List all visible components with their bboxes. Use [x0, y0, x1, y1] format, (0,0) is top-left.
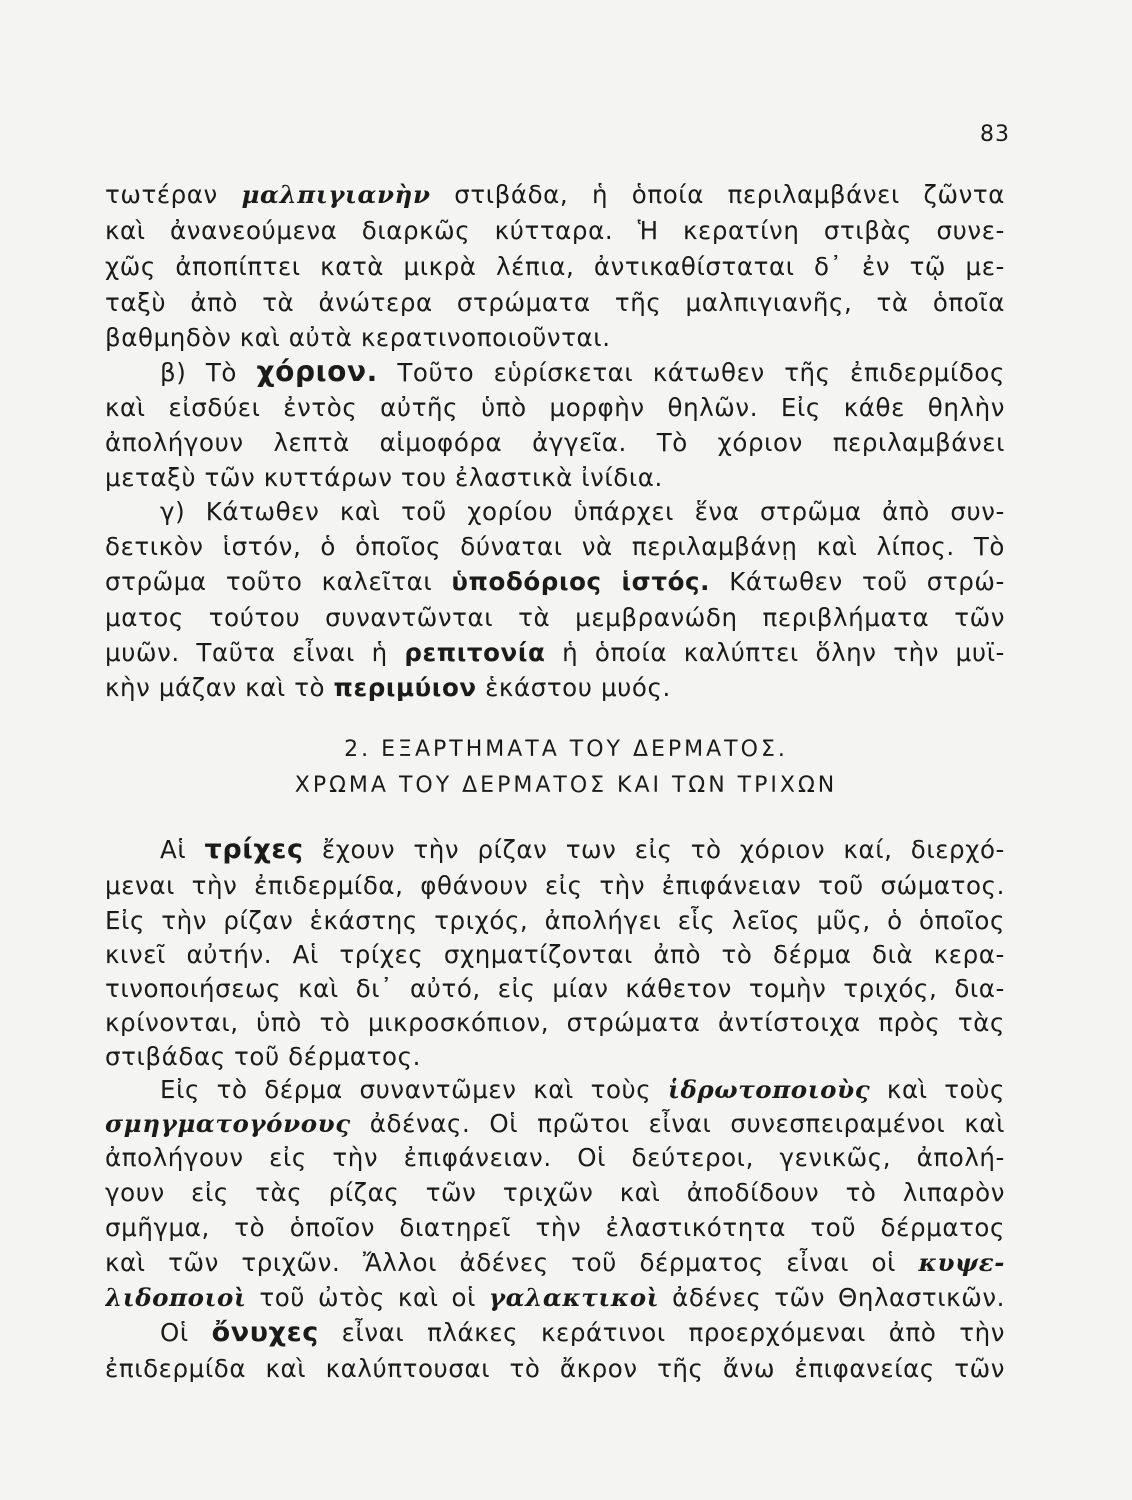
term-fascia: ρεπιτονία [404, 638, 546, 667]
text-line: κὴν μάζαν καὶ τὸ περιμύιον ἑκάστου μυός. [105, 673, 671, 702]
term-chorion: χόριον. [256, 357, 378, 388]
term-hairs: τρίχες [204, 835, 304, 865]
text-line: κινεῖ αὐτήν. Αἱ τρίχες σχηματίζονται ἀπὸ τὸ δέρμα διὰ κερα- [105, 940, 1005, 969]
text-line: τινοποιήσεως καὶ δι᾽ αὐτό, εἰς μίαν κάθετον τομὴν τριχός, δια- [105, 974, 1005, 1003]
text-line: ἀπολήγουν λεπτὰ αἱμοφόρα ἀγγεῖα. Τὸ χόριον περιλαμβάνει [105, 428, 1005, 457]
text-line: καὶ ἀνανεούμενα διαρκῶς κύτταρα. Ἡ κερατίνη στιβὰς συνε- [105, 216, 1005, 245]
text-line: μεναι τὴν ἐπιδερμίδα, φθάνουν εἰς τὴν ἐπιφάνειαν τοῦ σώματος. [105, 871, 1005, 900]
text-line: ματος τούτου συναντῶνται τὰ μεμβρανώδη περιβλήματα τῶν [105, 603, 1005, 632]
text-line: στιβάδας τοῦ δέρματος. [105, 1042, 421, 1071]
text-line: β) Τὸ χόριον. Τοῦτο εὑρίσκεται κάτωθεν τῆς ἐπιδερμίδος [160, 357, 1005, 388]
term-sweat-glands: ἱδρωτοποιοὺς [667, 1075, 871, 1104]
text-line: μεταξὺ τῶν κυττάρων του ἐλαστικὰ ἰνίδια. [105, 463, 663, 492]
text-line: γ) Κάτωθεν καὶ τοῦ χορίου ὑπάρχει ἕνα στρῶμα ἀπὸ συν- [160, 497, 1005, 526]
text-line: χῶς ἀποπίπτει κατὰ μικρὰ λέπια, ἀντικαθίσταται δ᾽ ἐν τῷ με- [105, 252, 1005, 281]
text-line: σμηγματογόνους ἀδένας. Οἱ πρῶτοι εἶναι συνεσπειραμένοι καὶ [105, 1109, 1005, 1138]
text-line: Εἰς τὴν ρίζαν ἑκάστης τριχός, ἀπολήγει εἷς λεῖος μῦς, ὁ ὁποῖος [105, 906, 1005, 935]
text-line: στρῶμα τοῦτο καλεῖται ὑποδόριος ἱστός. Κάτωθεν τοῦ στρώ- [105, 567, 1005, 596]
term-nails: ὄνυχες [211, 1318, 319, 1348]
text-line: μυῶν. Ταῦτα εἶναι ἡ ρεπιτονία ἡ ὁποία καλύπτει ὅλην τὴν μυϊ- [105, 638, 1005, 667]
section-heading: 2. ΕΞΑΡΤΗΜΑΤΑ ΤΟΥ ΔΕΡΜΑΤΟΣ. [344, 737, 788, 762]
term-mammary: γαλακτικοὶ [488, 1283, 660, 1312]
text-line: κρίνονται, ὑπὸ τὸ μικροσκόπιον, στρώματα ἀντίστοιχα πρὸς τὰς [105, 1008, 1005, 1037]
term-perimysium: περιμύιον [333, 673, 477, 702]
text-line: σμῆγμα, τὸ ὁποῖον διατηρεῖ τὴν ἐλαστικότητα τοῦ δέρματος [105, 1213, 1005, 1242]
text-line: Εἰς τὸ δέρμα συναντῶμεν καὶ τοὺς ἱδρωτοποιοὺς καὶ τοὺς [160, 1075, 1005, 1104]
text-line: Οἱ ὄνυχες εἶναι πλάκες κεράτινοι προερχόμεναι ἀπὸ τὴν [160, 1318, 1005, 1348]
text-line: λιδοποιοὶ τοῦ ὠτὸς καὶ οἱ γαλακτικοὶ ἀδένες τῶν Θηλαστικῶν. [105, 1283, 1005, 1312]
page-number: 83 [980, 122, 1010, 147]
term-malpighian: μαλπιγιανὴν [241, 180, 431, 209]
text-line: ἐπιδερμίδα καὶ καλύπτουσαι τὸ ἄκρον τῆς ἄνω ἐπιφανείας τῶν [105, 1354, 1005, 1383]
term-ceruminous: κυψε- [918, 1248, 1005, 1277]
text-line: Αἱ τρίχες ἔχουν τὴν ρίζαν των εἰς τὸ χόριον καί, διερχό- [160, 835, 1005, 865]
term-subcutaneous-tissue: ὑποδόριος ἱστός. [451, 567, 711, 596]
text-line: τωτέραν μαλπιγιανὴν στιβάδα, ἡ ὁποία περιλαμβάνει ζῶντα [105, 180, 1005, 209]
text-line: καὶ εἰσδύει ἐντὸς αὐτῆς ὑπὸ μορφὴν θηλῶν. Εἰς κάθε θηλὴν [105, 393, 1005, 422]
text-line: γουν εἰς τὰς ρίζας τῶν τριχῶν καὶ ἀποδίδουν τὸ λιπαρὸν [105, 1178, 1005, 1207]
text-line: ταξὺ ἀπὸ τὰ ἀνώτερα στρώματα τῆς μαλπιγιανῆς, τὰ ὁποῖα [105, 288, 1005, 317]
section-subheading: ΧΡΩΜΑ ΤΟΥ ΔΕΡΜΑΤΟΣ ΚΑΙ ΤΩΝ ΤΡΙΧΩΝ [294, 773, 838, 798]
text-line: δετικὸν ἱστόν, ὁ ὁποῖος δύναται νὰ περιλαμβάνῃ καὶ λίπος. Τὸ [105, 532, 1005, 561]
text-line: ἀπολήγουν εἰς τὴν ἐπιφάνειαν. Οἱ δεύτεροι, γενικῶς, ἀπολή- [105, 1143, 1005, 1172]
text-line: καὶ τῶν τριχῶν. Ἄλλοι ἀδένες τοῦ δέρματος εἶναι οἱ κυψε- [105, 1248, 1005, 1277]
text-line: βαθμηδὸν καὶ αὐτὰ κερατινοποιοῦνται. [105, 323, 611, 352]
term-ceruminous-cont: λιδοποιοὶ [105, 1283, 247, 1312]
term-sebaceous: σμηγματογόνους [105, 1109, 351, 1138]
